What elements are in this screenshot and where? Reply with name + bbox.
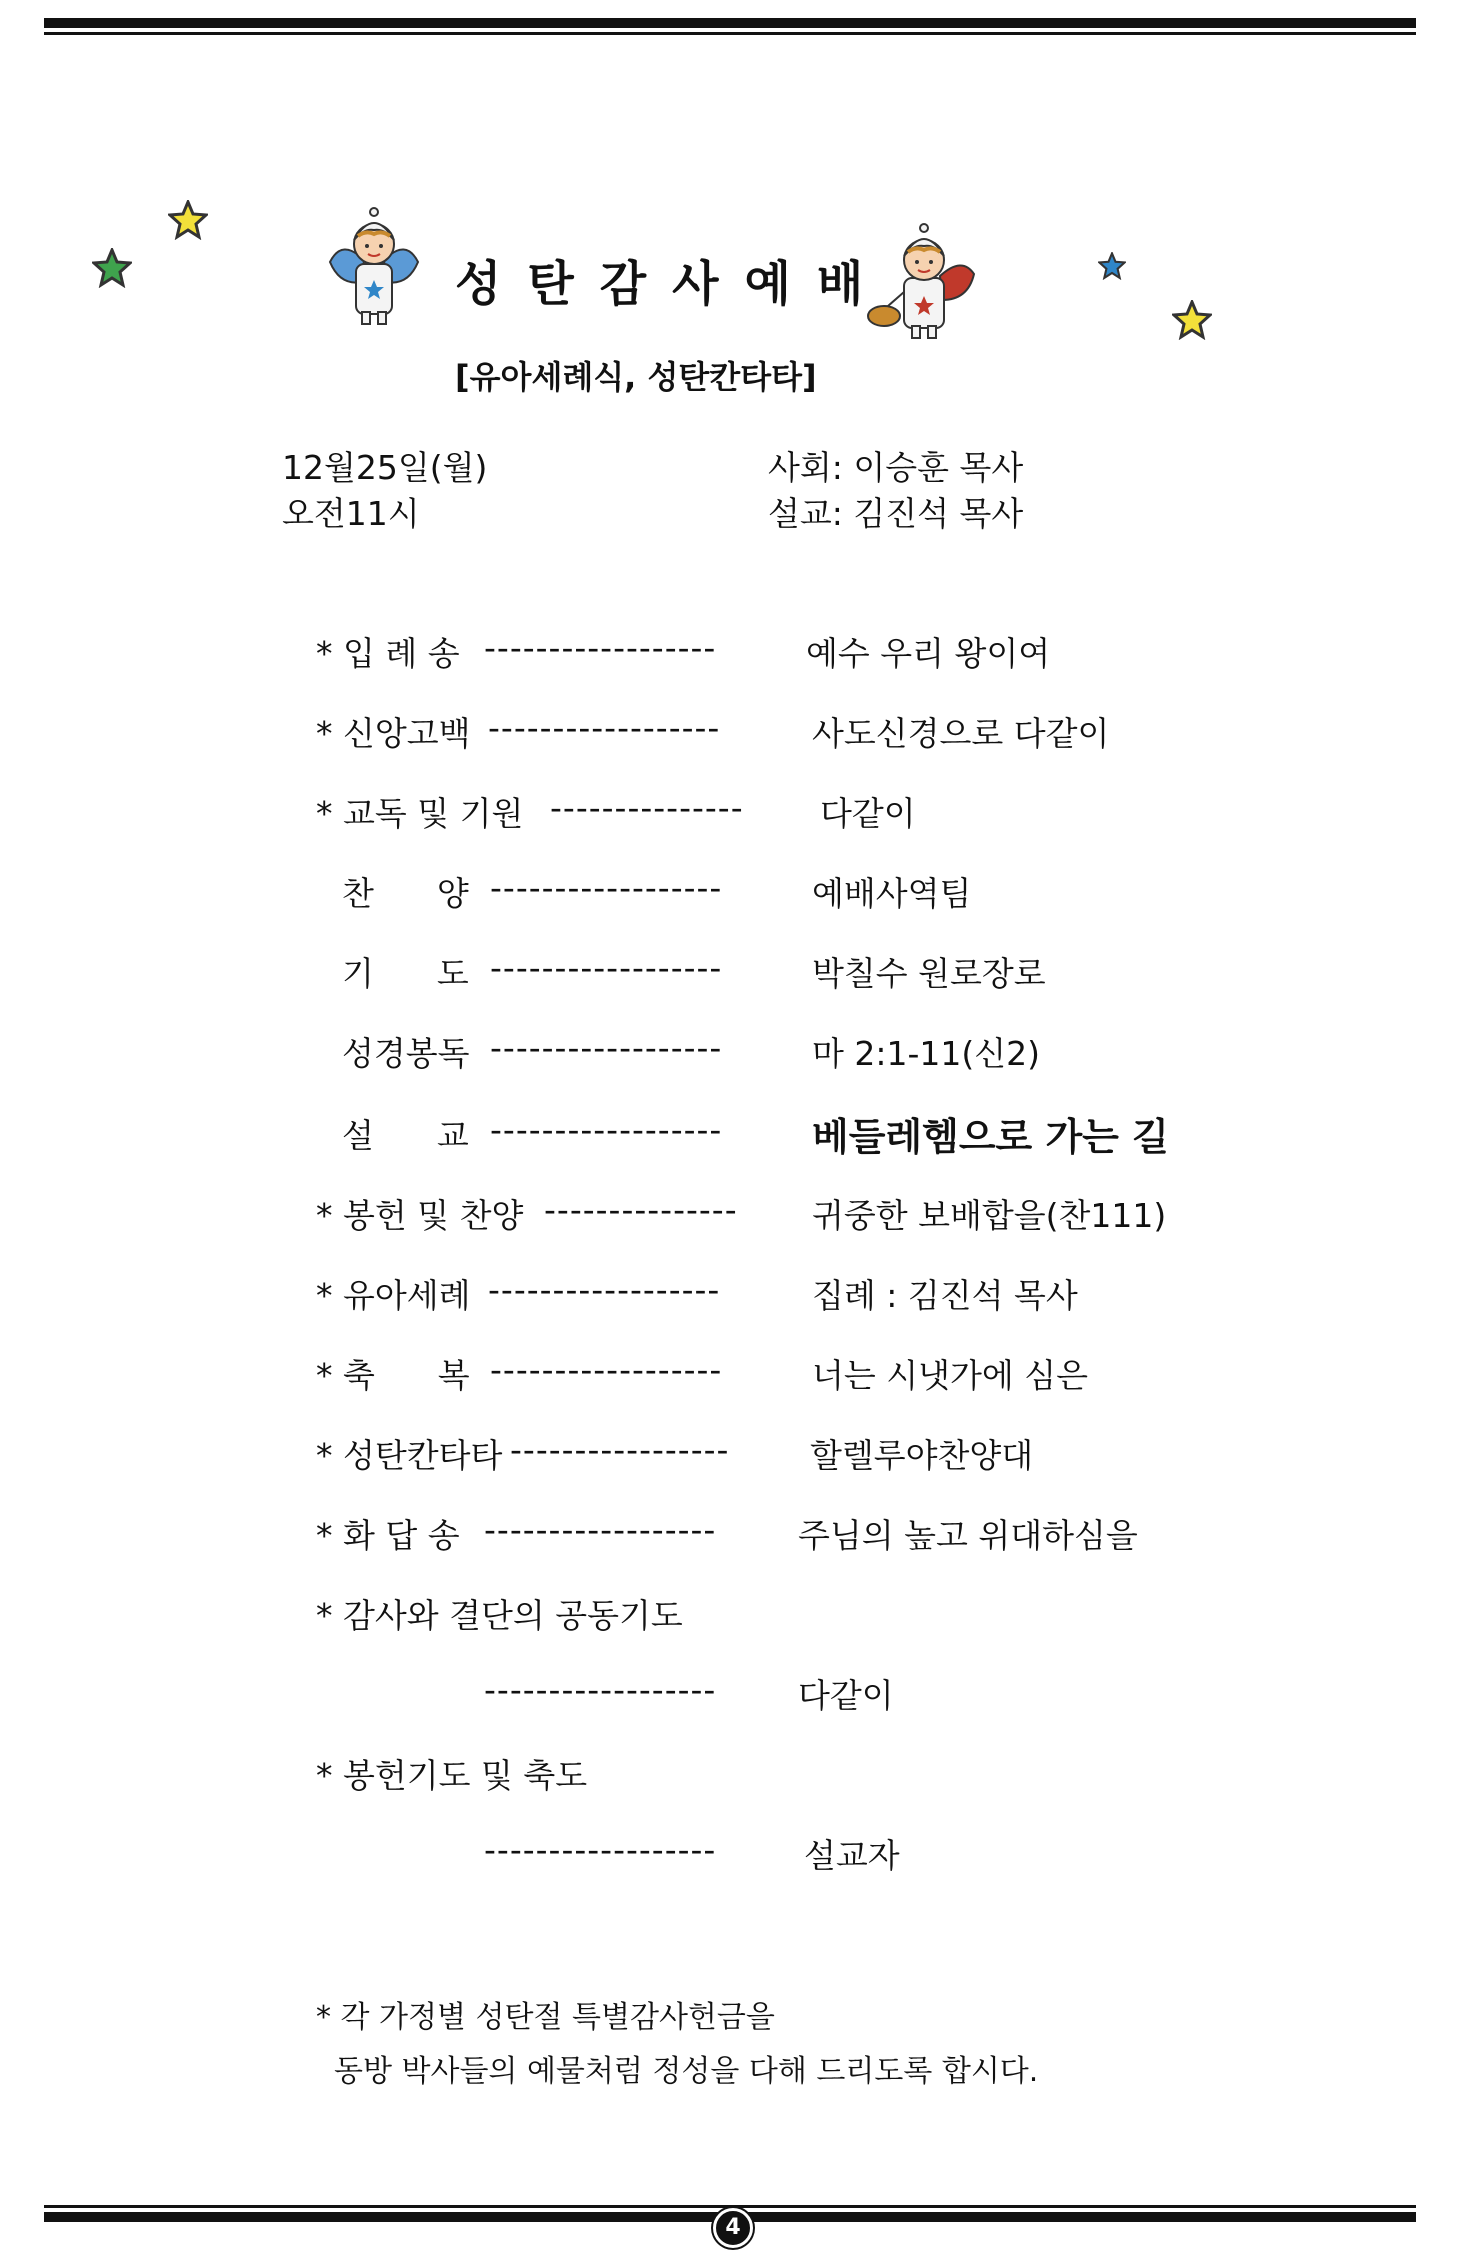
order-label: * 신앙고백	[316, 714, 471, 753]
order-label: 성경봉독	[342, 1034, 470, 1073]
service-time: 오전11시	[282, 494, 420, 533]
order-dashes: ------------------	[484, 1670, 717, 1709]
order-dashes: ------------------	[488, 708, 721, 747]
sermon-title: 베들레헴으로 가는 길	[812, 1115, 1169, 1159]
angel-icon	[322, 200, 426, 328]
service-leader: 사회: 이승훈 목사	[768, 448, 1024, 487]
order-dashes: ------------------	[490, 1110, 723, 1149]
star-icon	[92, 248, 132, 288]
order-value: 다같이	[798, 1676, 894, 1715]
order-label: * 교독 및 기원	[316, 794, 524, 833]
order-dashes: ------------------	[490, 1028, 723, 1067]
page-title: 성탄감사예배	[455, 256, 890, 312]
star-icon	[1098, 252, 1126, 280]
order-value: 다같이	[820, 794, 916, 833]
order-value: 귀중한 보배합을(찬111)	[812, 1196, 1167, 1235]
page-number: 4	[713, 2208, 753, 2248]
order-value: 예배사역팀	[812, 874, 972, 913]
service-date: 12월25일(월)	[282, 448, 488, 487]
order-dashes: ------------------	[490, 948, 723, 987]
order-dashes: ------------------	[490, 868, 723, 907]
order-label: * 봉헌기도 및 축도	[316, 1756, 588, 1795]
order-value: 너는 시냇가에 심은	[812, 1356, 1089, 1395]
order-dashes: -----------------	[510, 1430, 730, 1469]
order-dashes: ------------------	[484, 1830, 717, 1869]
order-dashes: ------------------	[484, 1510, 717, 1549]
order-label: * 화 답 송	[316, 1516, 460, 1555]
order-dashes: ------------------	[488, 1270, 721, 1309]
order-label: * 감사와 결단의 공동기도	[316, 1596, 683, 1635]
service-preacher: 설교: 김진석 목사	[768, 494, 1024, 533]
order-value: 마 2:1-11(신2)	[812, 1034, 1040, 1073]
page-subtitle: [유아세례식, 성탄칸타타]	[455, 358, 817, 396]
order-label: * 봉헌 및 찬양	[316, 1196, 524, 1235]
order-label: 찬 양	[342, 874, 469, 913]
top-rule	[44, 18, 1416, 35]
order-value: 사도신경으로 다같이	[812, 714, 1110, 753]
order-dashes: ---------------	[550, 788, 744, 827]
order-label: * 입 례 송	[316, 634, 460, 673]
order-label: * 성탄칸타타	[316, 1436, 503, 1475]
order-label: 설 교	[342, 1116, 469, 1155]
order-value: 집례 : 김진석 목사	[812, 1276, 1078, 1315]
order-value: 박칠수 원로장로	[812, 954, 1046, 993]
star-icon	[168, 200, 208, 240]
order-label: * 축 복	[316, 1356, 470, 1395]
order-value: 설교자	[804, 1836, 900, 1875]
offering-note-line2: 동방 박사들의 예물처럼 정성을 다해 드리도록 합시다.	[334, 2054, 1039, 2089]
order-dashes: ---------------	[544, 1190, 738, 1229]
order-dashes: ------------------	[490, 1350, 723, 1389]
order-value: 주님의 높고 위대하심을	[798, 1516, 1138, 1555]
star-icon	[1172, 300, 1212, 340]
order-label: * 유아세례	[316, 1276, 471, 1315]
order-label: 기 도	[342, 954, 469, 993]
offering-note-line1: * 각 가정별 성탄절 특별감사헌금을	[316, 2000, 775, 2035]
order-value: 할렐루야찬양대	[810, 1436, 1034, 1475]
order-value: 예수 우리 왕이여	[806, 634, 1051, 673]
order-dashes: ------------------	[484, 628, 717, 667]
